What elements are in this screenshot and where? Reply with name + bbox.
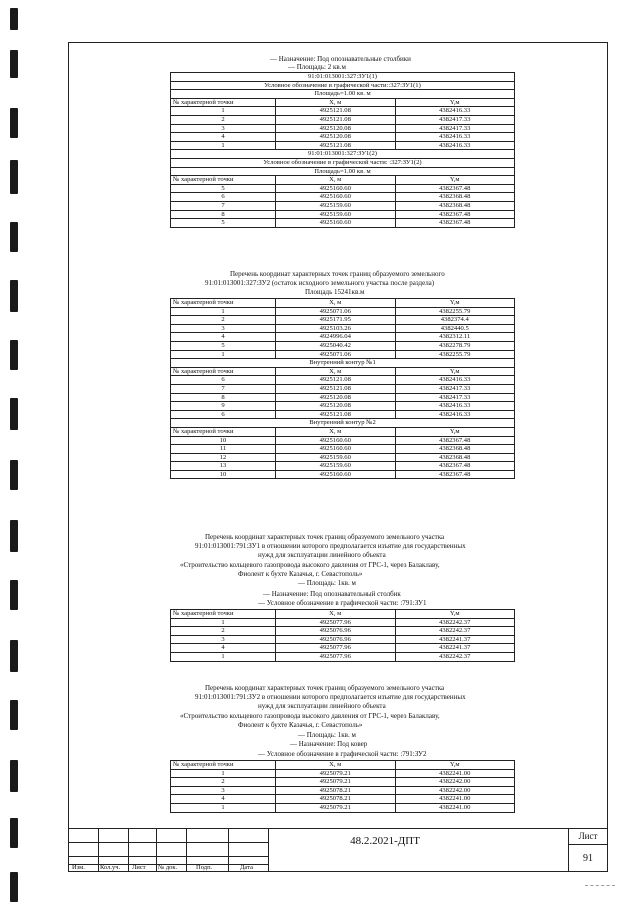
cell-y: 4382367.48 <box>395 219 515 228</box>
table-row <box>171 402 515 411</box>
cell-x: 4925160.60 <box>276 436 396 445</box>
table-row <box>171 141 515 150</box>
section-title: 91:01:013001:791:ЗУ2 в отношении которого предполагается изъятие для государственных <box>195 693 466 701</box>
table-row <box>171 201 515 210</box>
section-title: 91:01:013001:327:ЗУ2 (остаток исходного земельного участка после раздела) <box>205 279 435 287</box>
binder-hole <box>10 50 18 78</box>
cell-x: 4925160.60 <box>276 219 396 228</box>
cell-x: 4925160.60 <box>276 470 396 479</box>
cell-point: 8 <box>171 393 276 402</box>
cell-point: 2 <box>171 115 276 124</box>
cell-x: 4925079.21 <box>276 803 396 812</box>
table-header <box>171 610 515 619</box>
table-header <box>171 761 515 770</box>
cell-x: 4925121.08 <box>276 115 396 124</box>
cell-y: 4382368.48 <box>395 445 515 454</box>
cell-point: 4 <box>171 795 276 804</box>
section-title: Перечень координат характерных точек границ образуемого земельного участка <box>205 533 445 541</box>
cell-y: 4382440.5 <box>395 324 515 333</box>
cell-x: 4925121.08 <box>276 107 396 116</box>
table-row <box>171 462 515 471</box>
binder-hole <box>10 460 18 490</box>
cell-x: 4925103.26 <box>276 324 396 333</box>
cell-y: 4382374.4 <box>395 316 515 325</box>
cell-y: 4382368.48 <box>395 193 515 202</box>
cell-y: 4382242.00 <box>395 778 515 787</box>
binder-hole <box>10 340 18 370</box>
stamp-label: № док. <box>158 864 178 871</box>
stamp-label: Подп. <box>196 864 213 871</box>
area: Площадь=1.00 кв. м <box>171 90 515 99</box>
table-row <box>171 316 515 325</box>
cell-x: 4925120.08 <box>276 402 396 411</box>
cell-x: 4925078.21 <box>276 786 396 795</box>
cell-point: 2 <box>171 778 276 787</box>
table-row <box>171 635 515 644</box>
purpose-line: — Назначение: Под опознавательные столбики <box>270 55 411 63</box>
header-y: Y,м <box>395 761 515 770</box>
coords-table-zu1 <box>170 72 515 228</box>
cell-point: 3 <box>171 786 276 795</box>
section-title: «Строительство кольцевого газопровода высокого давления от ГРС-1, через Балаклаву, <box>180 712 440 720</box>
cell-y: 4382416.33 <box>395 410 515 419</box>
section-title: 91:01:013001:791:ЗУ1 в отношении которого предполагается изъятие для государственных <box>195 542 466 550</box>
sheet-label: Лист <box>578 831 598 841</box>
designation: Условное обозначение в графической части: :327:ЗУ1(2) <box>171 158 515 167</box>
cell-y: 4382241.00 <box>395 795 515 804</box>
header-point: № характерной точки <box>171 98 276 107</box>
cell-y: 4382367.48 <box>395 470 515 479</box>
cell-point: 7 <box>171 384 276 393</box>
cell-point: 1 <box>171 652 276 661</box>
cell-point: 8 <box>171 210 276 219</box>
cell-y: 4382417.33 <box>395 124 515 133</box>
cell-y: 4382416.33 <box>395 376 515 385</box>
cell-x: 4925159.60 <box>276 453 396 462</box>
cell-x: 4925159.60 <box>276 462 396 471</box>
cell-y: 4382368.48 <box>395 453 515 462</box>
header-x: X, м <box>276 761 396 770</box>
table-row <box>171 350 515 359</box>
cell-x: 4925077.96 <box>276 644 396 653</box>
designation-line: — Условное обозначение в графической части: :791:ЗУ1 <box>258 599 427 607</box>
binder-hole <box>10 8 18 30</box>
cell-y: 4382241.37 <box>395 635 515 644</box>
area-line: — Площадь: 1кв. м <box>298 731 356 739</box>
table-row <box>171 341 515 350</box>
header-point: № характерной точки <box>171 427 276 436</box>
table-row <box>171 376 515 385</box>
stamp-label: Лист <box>132 864 146 871</box>
cell-x: 4925160.60 <box>276 193 396 202</box>
binder-hole <box>10 640 18 672</box>
cell-y: 4382241.37 <box>395 644 515 653</box>
cell-point: 2 <box>171 627 276 636</box>
cell-point: 11 <box>171 445 276 454</box>
section-title: Перечень координат характерных точек границ образуемого земельного <box>230 270 445 278</box>
cell-y: 4382241.00 <box>395 769 515 778</box>
cell-point: 13 <box>171 462 276 471</box>
table-header <box>171 176 515 185</box>
cell-point: 3 <box>171 635 276 644</box>
cell-x: 4925078.21 <box>276 795 396 804</box>
section-title: Перечень координат характерных точек границ образуемого земельного участка <box>205 684 445 692</box>
stamp-label: Кол.уч. <box>100 864 121 871</box>
cell-point: 1 <box>171 107 276 116</box>
cell-point: 1 <box>171 803 276 812</box>
cell-point: 4 <box>171 644 276 653</box>
binder-hole <box>10 760 18 792</box>
sheet-number: 91 <box>583 853 593 864</box>
stamp-label: Изм. <box>72 864 85 871</box>
table-row <box>171 436 515 445</box>
table-row <box>171 769 515 778</box>
cell-y: 4382367.48 <box>395 210 515 219</box>
header-point: № характерной точки <box>171 610 276 619</box>
stamp-label: Дата <box>240 864 253 871</box>
cell-y: 4382416.33 <box>395 133 515 142</box>
header-y: Y,м <box>395 427 515 436</box>
binder-hole <box>10 872 18 902</box>
cell-point: 1 <box>171 618 276 627</box>
purpose-line: — Назначение: Под ковер <box>290 740 368 748</box>
cell-x: 4925121.08 <box>276 384 396 393</box>
cell-point: 6 <box>171 410 276 419</box>
table-row <box>171 307 515 316</box>
table-row <box>171 795 515 804</box>
table-row <box>171 778 515 787</box>
section-title: «Строительство кольцевого газопровода высокого давления от ГРС-1, через Балаклаву, <box>180 561 440 569</box>
binder-hole <box>10 160 18 194</box>
table-row <box>171 124 515 133</box>
divider <box>585 885 615 886</box>
binder-hole <box>10 700 18 730</box>
cell-y: 4382241.00 <box>395 803 515 812</box>
cell-x: 4925121.08 <box>276 141 396 150</box>
cell-point: 4 <box>171 333 276 342</box>
binder-hole <box>10 280 18 312</box>
cell-x: 4925120.08 <box>276 393 396 402</box>
cell-point: 12 <box>171 453 276 462</box>
cell-y: 4382417.33 <box>395 384 515 393</box>
cell-y: 4382278.79 <box>395 341 515 350</box>
cell-x: 4925076.96 <box>276 627 396 636</box>
cell-y: 4382417.33 <box>395 115 515 124</box>
section-title: нужд для эксплуатации линейного объекта <box>258 702 386 710</box>
cell-y: 4382255.79 <box>395 350 515 359</box>
binder-edge <box>0 0 40 905</box>
cell-point: 5 <box>171 219 276 228</box>
cell-point: 2 <box>171 316 276 325</box>
table-row <box>171 324 515 333</box>
cell-y: 4382368.48 <box>395 201 515 210</box>
cell-x: 4925121.08 <box>276 410 396 419</box>
cell-y: 4382242.37 <box>395 627 515 636</box>
table-row <box>171 219 515 228</box>
header-x: X, м <box>276 176 396 185</box>
table-header <box>171 427 515 436</box>
section-title: Фиолент к бухте Казачья, г. Севастополь» <box>238 570 363 578</box>
cell-x: 4925120.08 <box>276 133 396 142</box>
inner-contour-label: Внутренний контур №1 <box>171 359 515 368</box>
header-point: № характерной точки <box>171 176 276 185</box>
cell-x: 4925079.21 <box>276 769 396 778</box>
table-row <box>171 618 515 627</box>
cell-x: 4924996.04 <box>276 333 396 342</box>
cell-point: 5 <box>171 341 276 350</box>
cell-point: 10 <box>171 436 276 445</box>
area-line: — Площадь: 1кв. м <box>298 579 356 587</box>
header-point: № характерной точки <box>171 761 276 770</box>
table-row <box>171 384 515 393</box>
section-title: Фиолент к бухте Казачья, г. Севастополь» <box>238 721 363 729</box>
header-x: X, м <box>276 427 396 436</box>
cell-point: 1 <box>171 769 276 778</box>
area-line: Площадь 15241кв.м <box>305 288 365 296</box>
table-row <box>171 445 515 454</box>
binder-hole <box>10 818 18 848</box>
cell-x: 4925160.60 <box>276 445 396 454</box>
cell-point: 1 <box>171 350 276 359</box>
cell-point: 6 <box>171 193 276 202</box>
cell-x: 4925077.96 <box>276 652 396 661</box>
cell-x: 4925121.08 <box>276 376 396 385</box>
header-point: № характерной точки <box>171 299 276 308</box>
table-header <box>171 98 515 107</box>
table-row <box>171 786 515 795</box>
header-x: X, м <box>276 98 396 107</box>
header-y: Y,м <box>395 176 515 185</box>
designation-line: — Условное обозначение в графической части: :791:ЗУ2 <box>258 750 427 758</box>
binder-hole <box>10 398 18 430</box>
cell-point: 1 <box>171 307 276 316</box>
document-code: 48.2.2021-ДПТ <box>350 835 420 847</box>
cell-x: 4925120.08 <box>276 124 396 133</box>
header-y: Y,м <box>395 98 515 107</box>
table-row <box>171 107 515 116</box>
cell-point: 9 <box>171 402 276 411</box>
area-line: — Площадь: 2 кв.м <box>288 63 346 71</box>
cadastral-number: 91:01:013001:327:ЗУ1(2) <box>171 150 515 159</box>
cell-y: 4382417.33 <box>395 393 515 402</box>
cell-y: 4382367.48 <box>395 462 515 471</box>
cell-point: 10 <box>171 470 276 479</box>
cell-y: 4382242.37 <box>395 652 515 661</box>
table-row <box>171 133 515 142</box>
header-x: X, м <box>276 367 396 376</box>
cell-y: 4382367.48 <box>395 184 515 193</box>
cell-x: 4925159.60 <box>276 201 396 210</box>
cell-point: 3 <box>171 324 276 333</box>
cell-point: 7 <box>171 201 276 210</box>
cell-y: 4382255.79 <box>395 307 515 316</box>
table-row <box>171 453 515 462</box>
binder-hole <box>10 108 18 138</box>
table-row <box>171 115 515 124</box>
binder-hole <box>10 222 18 252</box>
cell-y: 4382416.33 <box>395 402 515 411</box>
header-y: Y,м <box>395 367 515 376</box>
table-row <box>171 644 515 653</box>
coords-table-zu2 <box>170 298 515 479</box>
table-row <box>171 803 515 812</box>
binder-hole <box>10 580 18 610</box>
cell-y: 4382242.00 <box>395 786 515 795</box>
table-row <box>171 652 515 661</box>
cell-point: 5 <box>171 184 276 193</box>
cell-y: 4382312.11 <box>395 333 515 342</box>
purpose-line: — Назначение: Под опознавательный столбик <box>263 590 401 598</box>
designation: Условное обозначение в графической части::327:ЗУ1(1) <box>171 81 515 90</box>
table-row <box>171 393 515 402</box>
cell-y: 4382242.37 <box>395 618 515 627</box>
cell-x: 4925040.42 <box>276 341 396 350</box>
cell-point: 4 <box>171 133 276 142</box>
cell-x: 4925071.06 <box>276 307 396 316</box>
table-row <box>171 410 515 419</box>
header-point: № характерной точки <box>171 367 276 376</box>
cell-point: 1 <box>171 141 276 150</box>
table-row <box>171 184 515 193</box>
cell-y: 4382367.48 <box>395 436 515 445</box>
table-row <box>171 333 515 342</box>
section-title: нужд для эксплуатации линейного объекта <box>258 551 386 559</box>
header-y: Y,м <box>395 299 515 308</box>
table-row <box>171 470 515 479</box>
header-x: X, м <box>276 610 396 619</box>
cell-y: 4382416.33 <box>395 107 515 116</box>
cell-y: 4382416.33 <box>395 141 515 150</box>
cell-x: 4925159.60 <box>276 210 396 219</box>
cadastral-number: 91:01:013001:327:ЗУ1(1) <box>171 73 515 82</box>
table-row <box>171 210 515 219</box>
area: Площадь=1.00 кв. м <box>171 167 515 176</box>
coords-table-791-zu2 <box>170 760 515 813</box>
cell-x: 4925160.60 <box>276 184 396 193</box>
binder-hole <box>10 520 18 552</box>
cell-x: 4925071.06 <box>276 350 396 359</box>
coords-table-791-zu1 <box>170 609 515 662</box>
cell-point: 6 <box>171 376 276 385</box>
inner-contour-label: Внутренний контур №2 <box>171 419 515 428</box>
table-row <box>171 627 515 636</box>
cell-point: 3 <box>171 124 276 133</box>
cell-x: 4925077.96 <box>276 618 396 627</box>
table-header <box>171 299 515 308</box>
table-row <box>171 193 515 202</box>
header-x: X, м <box>276 299 396 308</box>
cell-x: 4925079.21 <box>276 778 396 787</box>
cell-x: 4925076.96 <box>276 635 396 644</box>
table-header <box>171 367 515 376</box>
cell-x: 4925171.95 <box>276 316 396 325</box>
header-y: Y,м <box>395 610 515 619</box>
